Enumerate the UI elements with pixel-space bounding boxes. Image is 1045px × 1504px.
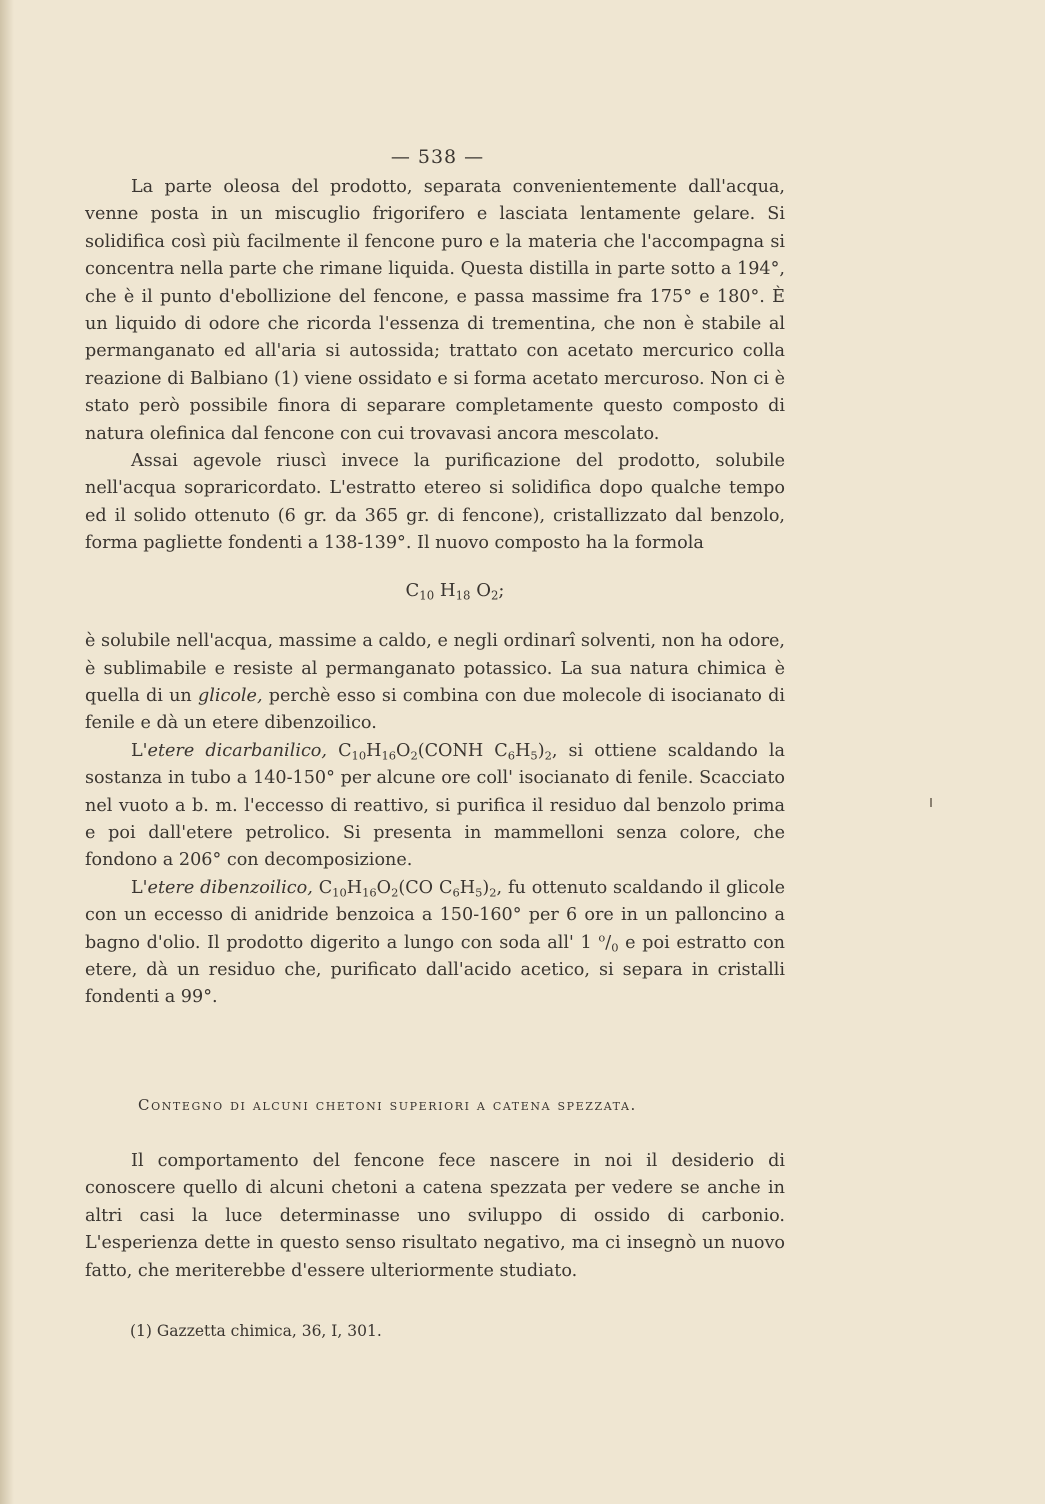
percent-sign: $^o/_0$ (598, 930, 619, 954)
paragraph-5: L'etere dibenzoilico, $C_{10}H_{16}O_2(CO$ $C_6H_5)_2$, fu ottenuto scaldando il glicole con un eccesso di anidride benzoica a 150-160° per 6 ore in un palloncino a bagno d'olio. Il prodotto digerito a lungo con soda all' 1 $^o/_0$ e poi estratto con etere, dà un residuo che, purificato dall'acido acetico, si separa in cristalli fondenti a 99°. (85, 877, 786, 1008)
footnote-text: Gazzetta chimica, 36, I, 301. (156, 1322, 382, 1340)
paragraph-3: è solubile nell'acqua, massime a caldo, e negli ordinarî solventi, non ha odore, è sublimabile e resiste al permanganato potassico. La sua natura chimica è quella di un glicole, perchè esso si combina con due molecole di isocianato di fenile e dà un etere dibenzoilico. (85, 631, 785, 734)
paragraph-4: L'etere dicarbanilico, $C_{10}H_{16}O_2(CONH$ $C_6H_5)_2$, si ottiene scaldando la sostanza in tubo a 140-150° per alcune ore coll' isocianato di fenile. Scacciato nel vuoto a b. m. l'eccesso di reattivo, si purifica il residuo dal benzolo prima e poi dall'etere petrolico. Si presenta in mammelloni senza colore, che fondono a 206° con decomposizione. (85, 740, 786, 871)
footnote-marker: (1) (130, 1322, 152, 1340)
paragraph-1-end: viene ossidato e si forma acetato mercuroso. Non ci è stato però possibile finora di separare completamente questo composto di natura olefinica dal fencone con cui trovavasi ancora mescolato. (85, 368, 785, 444)
body-text-bottom (85, 1148, 785, 1285)
formula-dicarbanilico: $C_{10}H_{16}O_2(CONH$ $C_6H_5)_2$ (338, 740, 552, 763)
paragraph-1-text: La parte oleosa del prodotto, separata convenientemente dall'acqua, venne posta in un miscuglio frigorifero e lasciata lentamente gelare. Si solidifica così più facilmente il fencone puro e la materia che l'accompagna si concentra nella parte che rimane liquida. Questa distilla in parte sotto a 194°, che è il punto d'ebollizione del fencone, e passa massime fra 175° e 180°. È un liquido di odore che ricorda l'essenza di trementina, che non è stabile al permanganato ed all'aria si autossida; trattato con acetato mercurico colla reazione di Balbiano (85, 177, 785, 389)
footnote-reference: (1) (273, 368, 299, 389)
body-text-top (85, 174, 785, 1012)
stray-ink-mark (930, 798, 932, 807)
page-edge-shadow (0, 0, 14, 1504)
paragraph-1 (85, 174, 785, 448)
formula-dibenzoilico: $C_{10}H_{16}O_2(CO$ $C_6H_5)_2$ (318, 877, 497, 900)
italic-term-glicole: glicole, (197, 685, 263, 706)
paragraph-6: Il comportamento del fencone fece nascere in noi il desiderio di conoscere quello di alcuni chetoni a catena spezzata per vedere se anche in altri casi la luce determinasse uno sviluppo di ossido di carbonio. L'esperienza dette in questo senso risultato negativo, ma ci insegnò un nuovo fatto, che meriterebbe d'essere ulteriormente studiato. (85, 1151, 785, 1281)
italic-term-etere-dicarbanilico: etere dicarbanilico, (147, 740, 327, 761)
footnote (130, 1322, 382, 1340)
paragraph-2: Assai agevole riuscì invece la purificazione del prodotto, solubile nell'acqua sopraricordato. L'estratto etereo si solidifica dopo qualche tempo ed il solido ottenuto (6 gr. da 365 gr. di fencone), cristallizzato dal benzolo, forma pagliette fondenti a 138-139°. Il nuovo composto ha la formola (85, 451, 785, 554)
page-number: — 538 — (390, 146, 485, 168)
section-heading: Contegno di alcuni chetoni superiori a catena spezzata. (138, 1096, 637, 1114)
chemical-formula: $C_{10}$ $H_{18}$ $O_2$; (405, 579, 505, 603)
italic-term-etere-dibenzoilico: etere dibenzoilico, (147, 877, 313, 898)
